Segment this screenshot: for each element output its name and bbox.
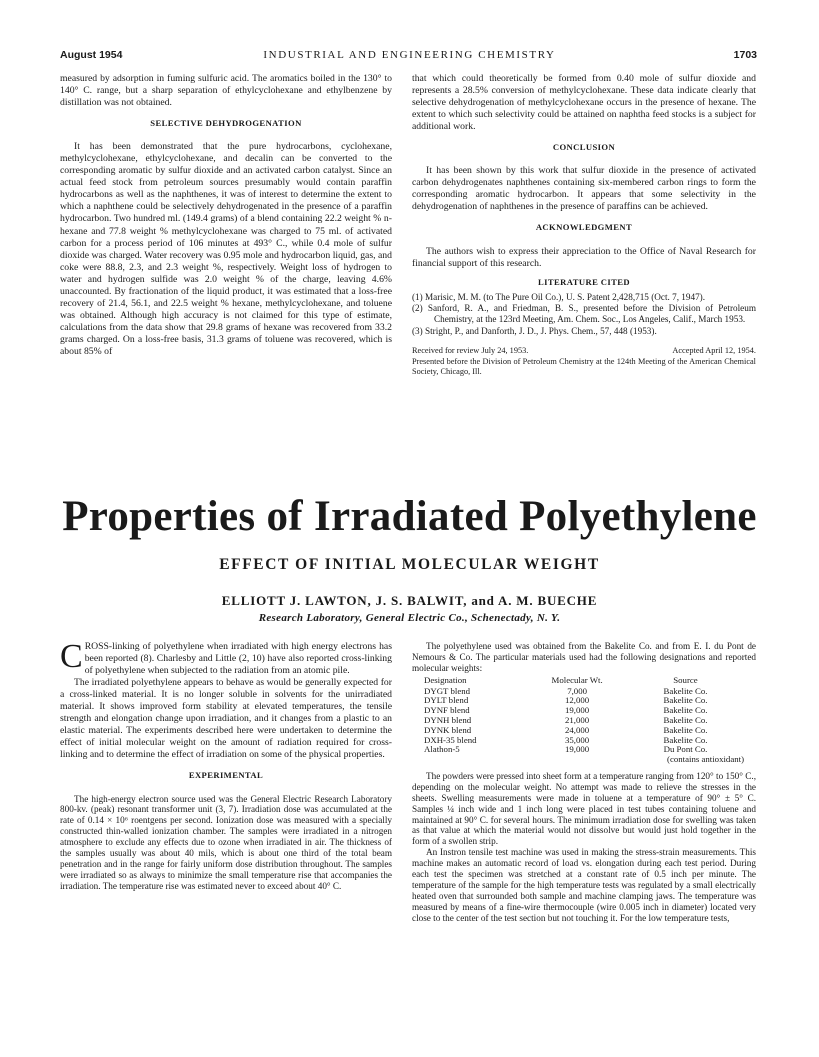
paragraph: It has been demonstrated that the pure hydrocarbons, cyclohexane, methylcyclohexane, ethylcyclohexane, and decalin can be converted to the corresponding aromatic by sulfur dioxide and an activated carbon catalyst. Since an actual feed stock from petroleum sources presumably would contain paraffin hydrocarbons as well as the naphthenes, it was of interest to determine the extent to which a naphthene could be selectively dehydrogenated in the presence of a paraffin hydrocarbon. Two hundred ml. (149.4 grams) of a blend containing 22.2 weight % n-hexane and 77.8 weight % methylcyclohexane was charged to 75 ml. of activated carbon for a process period of 106 minutes at 493° C., while 0.4 mole of sulfur dioxide was charged. Water recovery was 0.95 mole and hydrocarbon liquid, gas, and coke were 88.8, 2.3, and 2.3 weight %, respectively. Weight loss of hydrogen to water and hydrogen sulfide was 2.0 weight % of the charge, leaving 4.6% unaccounted. By fractionation of the liquid product, it was estimated that a loss-free recovery of 21.4, 56.1, and 22.5 weight % hexane, methylcyclohexane, and toluene was obtained. Although high accuracy is not claimed for this type of estimate, calculations from the data show that 29.8 grams of hexane was recovered from 33.2 grams charged. On a loss-free basis, 31.3 grams of toluene was recovered, which is about 85% of <box>60 141 392 357</box>
table-header: Designation <box>424 674 467 685</box>
page-number: 1703 <box>733 49 757 61</box>
reference-list <box>412 292 756 338</box>
previous-article-right-column <box>412 73 756 378</box>
reference-item: (3) Stright, P., and Danforth, J. D., J. Phys. Chem., 57, 448 (1953). <box>412 325 657 336</box>
table-header: Molecular Wt. <box>551 674 603 685</box>
table-cell: DXH-35 blend <box>424 734 477 745</box>
paragraph: measured by adsorption in fuming sulfuric acid. The aromatics boiled in the 130° to 140° C. range, but a sharp separation of ethylcyclohexane and ethylbenzene by distillation was not obtained. <box>60 73 392 109</box>
table-cell: 19,000 <box>565 744 590 755</box>
table-header: Source <box>673 674 698 685</box>
table-cell: 21,000 <box>565 714 590 725</box>
paragraph: The irradiated polyethylene appears to behave as would be generally expected for a cross-linked material. It is no longer soluble in solvents for the unirradiated material. It shows improved form stability at elevated temperatures, the tensile strength and elongation change upon irradiation, and it changes from a plastic to an elastic material. The experiments described here were undertaken to determine the effect of initial molecular weight on the amount of radiation required for cross-linking and to determine the effect of irradiation on some of the physical properties. <box>60 677 392 761</box>
article-affiliation: Research Laboratory, General Electric Co., Schenectady, N. Y. <box>258 612 561 624</box>
table-cell: 7,000 <box>567 685 587 696</box>
section-heading-literature-cited: LITERATURE CITED <box>538 276 630 287</box>
journal-name: INDUSTRIAL AND ENGINEERING CHEMISTRY <box>263 49 556 61</box>
table-cell: 24,000 <box>565 724 590 735</box>
article-right-column <box>412 641 756 924</box>
article-left-column <box>60 638 392 892</box>
paragraph: The authors wish to express their appreciation to the Office of Naval Research for financial support of this research. <box>412 245 756 269</box>
paragraph: that which could theoretically be formed from 0.40 mole of sulfur dioxide and represents a 28.5% conversion of methylcyclohexane. These data indicate clearly that selective dehydrogenation of methylcyclohexane occurs in the presence of hexane. The extent to which such selectivity could be attained on naphtha feed stocks is a subject for additional work. <box>412 73 756 133</box>
section-heading-experimental: EXPERIMENTAL <box>188 770 264 781</box>
section-heading-conclusion: CONCLUSION <box>552 142 616 153</box>
accepted-date: Accepted April 12, 1954. <box>672 346 756 356</box>
table-cell: Bakelite Co. <box>663 705 708 716</box>
opening-paragraph <box>60 638 392 677</box>
table-cell: Alathon-5 <box>424 744 460 755</box>
paragraph: The high-energy electron source used was the General Electric Research Laboratory 800-kv. (peak) resonant transformer unit (3, 7). Irradiation dose was accumulated at the rate of 0.14 × 10⁶ roentgens per second. Ionization dose was measured with a specially constructed thin-walled ionization chamber. The samples were irradiated in a nitrogen atmosphere to exclude any effects due to ozone when irradiated in air. The thickness of the samples usually was about 40 mils, which is about one third of the total beam penetration and in the range for fairly uniform dose distribution throughout. The samples were irradiated so as always to minimize the small temperature rise that accompanies the irradiation. The temperature rise was estimated never to exceed about 40° C. <box>60 793 392 891</box>
previous-article-left-column <box>60 73 392 358</box>
table-cell: Bakelite Co. <box>663 695 708 706</box>
paragraph: The polyethylene used was obtained from the Bakelite Co. and from E. I. du Pont de Nemours & Co. The particular materials used had the following designations and reported molecular weights: <box>412 641 756 673</box>
issue-date: August 1954 <box>60 49 123 61</box>
table-cell: DYNK blend <box>424 724 472 735</box>
received-date: Received for review July 24, 1953. <box>412 346 529 356</box>
table-row <box>412 755 756 765</box>
paragraph: The powders were pressed into sheet form at a temperature ranging from 120° to 150° C., depending on the molecular weight. No attempt was made to relieve the stresses in the sheets. Swelling measurements were made in toluene at a temperature of 90° ± 5° C. Samples ¼ inch wide and 1 inch long were placed in test tubes containing toluene and maintained at 90° C. for several hours. The minimum irradiation dose for swelling was taken as that value at which the material would not dissolve but would just hold together in the form of a swollen strip. <box>412 770 756 847</box>
reference-item: (2) Sanford, R. A., and Friedman, B. S., presented before the Division of Petroleum Chemistry, at the 123rd Meeting, Am. Chem. Soc., Los Angeles, Calif., March 1953. <box>412 303 756 325</box>
article-subtitle: EFFECT OF INITIAL MOLECULAR WEIGHT <box>219 556 600 573</box>
table-cell: DYNH blend <box>424 714 472 725</box>
drop-cap: C <box>60 638 83 675</box>
paragraph: An Instron tensile test machine was used in making the stress-strain measurements. This machine makes an automatic record of load vs. elongation during each test period. During each test the specimen was stretched at a constant rate of 0.5 inch per minute. The temperature of the sample for the high temperature tests was regulated by a small electrically heated oven that surrounded both sample and machine clamping jaws. The temperature was measured by means of a fine-wire thermocouple (wire 0.005 inch in diameter) located very close to the center of the test section but not touching it. For the low temperature tests, <box>412 847 756 923</box>
table-cell: 12,000 <box>565 695 590 706</box>
table-cell: DYLT blend <box>424 695 469 706</box>
table-cell: 19,000 <box>565 705 590 716</box>
table-cell: Du Pont Co. <box>663 744 708 755</box>
molecular-weight-table <box>412 676 756 765</box>
table-cell: DYGT blend <box>424 685 471 696</box>
table-cell: Bakelite Co. <box>663 734 708 745</box>
reference-item: (1) Marisic, M. M. (to The Pure Oil Co.), U. S. Patent 2,428,715 (Oct. 7, 1947). <box>412 291 706 302</box>
section-heading-acknowledgment: ACKNOWLEDGMENT <box>535 222 633 233</box>
table-cell: Bakelite Co. <box>663 724 708 735</box>
table-footnote: (contains antioxidant) <box>667 754 744 765</box>
section-heading-selective-dehydrogenation: SELECTIVE DEHYDROGENATION <box>150 118 302 129</box>
received-note <box>412 346 756 357</box>
paragraph: It has been shown by this work that sulfur dioxide in the presence of activated carbon dehydrogenates naphthenes containing six-membered carbon rings to form the corresponding aromatic hydrocarbon. It appears that some selectivity in the dehydrogenation of naphthenes in the presence of paraffins can be achieved. <box>412 165 756 213</box>
table-cell: Bakelite Co. <box>663 685 708 696</box>
article-title: Properties of Irradiated Polyethylene <box>62 493 757 540</box>
table-cell: Bakelite Co. <box>663 714 708 725</box>
table-cell: 35,000 <box>565 734 590 745</box>
article-authors: ELLIOTT J. LAWTON, J. S. BALWIT, and A. M. BUECHE <box>221 593 598 608</box>
opening-text: ROSS-linking of polyethylene when irradiated with high energy electrons has been reported (8). Charlesby and Little (2, 10) have also reported cross-linking of polyethylene when subjected to the radiation from an atomic pile. <box>84 641 392 677</box>
presented-note: Presented before the Division of Petroleum Chemistry at the 124th Meeting of the American Chemical Society, Chicago, Ill. <box>412 356 756 377</box>
table-cell: DYNF blend <box>424 705 470 716</box>
